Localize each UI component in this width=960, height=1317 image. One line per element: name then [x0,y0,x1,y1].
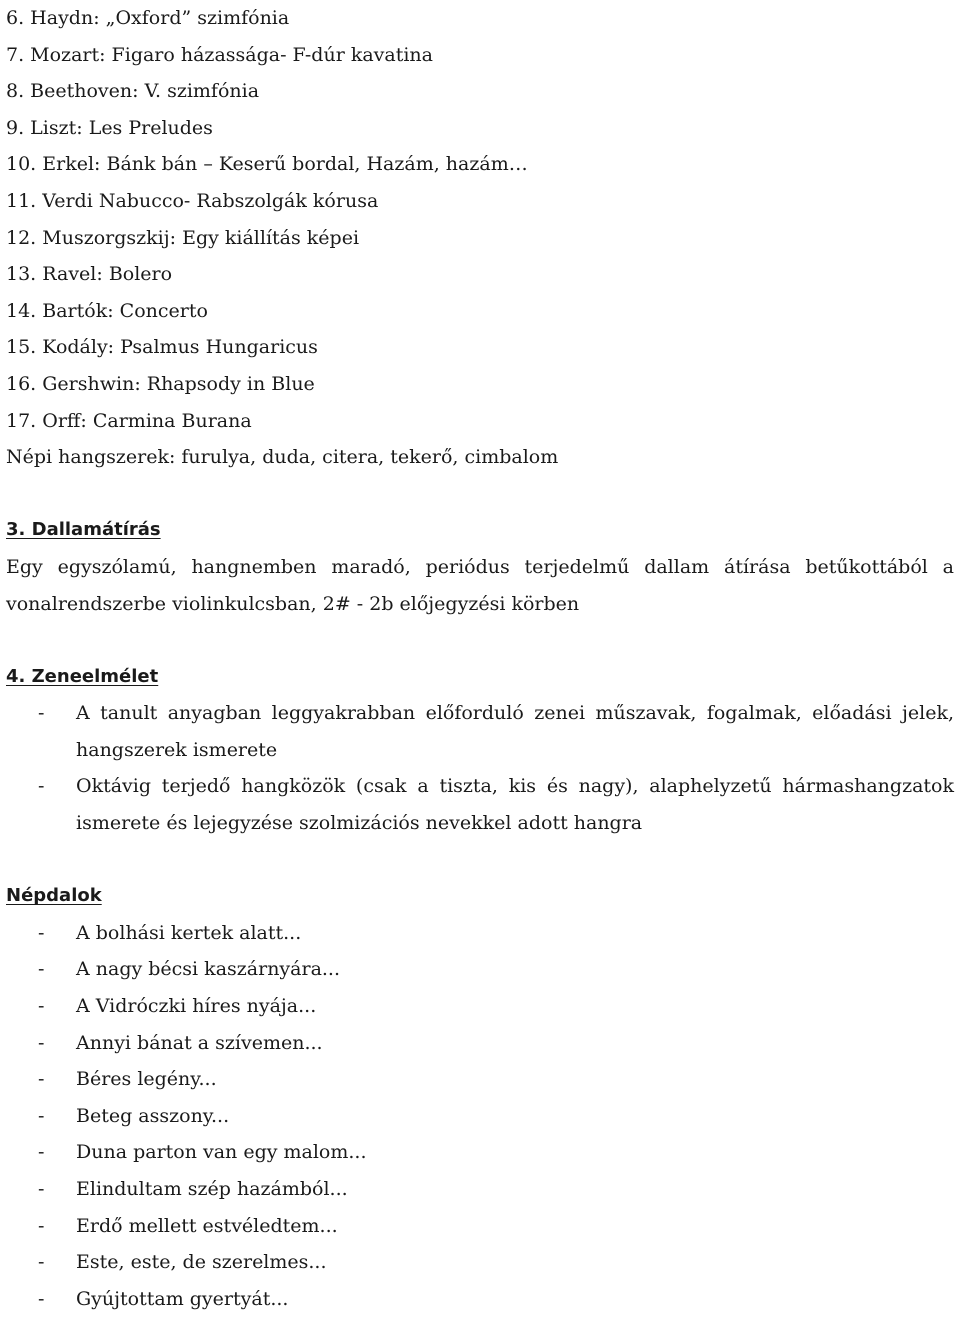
list-item: 14. Bartók: Concerto [6,299,208,322]
dash-bullet: - [38,1178,45,1200]
section-heading-nepdalok: Népdalok [6,885,102,907]
list-item: 6. Haydn: „Oxford” szimfónia [6,7,290,29]
section-heading-zeneelmelet: 4. Zeneelmélet [6,665,159,687]
spacer [6,476,954,513]
list-item-text: Oktávig terjedő hangközök (csak a tiszta, kis és nagy), alaphelyzetű hármashangzatok ismerete és lejegyzése szolmizációs nevekkel adott hangra [76,775,954,835]
dash-bullet: - [38,958,45,981]
list-item-text: Elindultam szép hazámból... [76,1178,348,1200]
list-item: 11. Verdi Nabucco- Rabszolgák kórusa [6,189,379,212]
dash-bullet: - [38,921,45,944]
list-item-text: Gyújtottam gyertyát... [76,1287,289,1310]
list-item [6,1134,954,1171]
spacer [6,842,954,879]
dash-bullet: - [38,1068,45,1091]
music-pieces-list [6,0,954,439]
list-item-text: A tanult anyagban leggyakrabban előforduló zenei műszavak, fogalmak, előadási jelek, hangszerek ismerete [76,702,954,761]
list-item: 12. Muszorgszkij: Egy kiállítás képei [6,226,360,249]
dash-bullet: - [38,702,45,725]
list-item-text: Annyi bánat a szívemen... [76,1031,323,1054]
list-item: 10. Erkel: Bánk bán – Keserű bordal, Hazám, hazám… [6,153,528,176]
list-item: 7. Mozart: Figaro házassága- F-dúr kavatina [6,43,433,66]
list-item [6,915,954,952]
list-item [6,988,954,1025]
spacer [6,622,954,659]
theory-list [6,695,954,841]
list-item: 16. Gershwin: Rhapsody in Blue [6,372,315,395]
document-page [6,0,954,1317]
list-item-text: A Vidróczki híres nyája... [76,995,317,1018]
dash-bullet: - [38,1031,45,1054]
list-item [6,1208,954,1245]
dash-bullet: - [38,1104,45,1127]
dash-bullet: - [38,1141,45,1164]
list-item [6,695,954,768]
list-item-text: Béres legény... [76,1068,217,1091]
list-item-text: A nagy bécsi kaszárnyára... [76,958,341,981]
folk-instruments-line: Népi hangszerek: furulya, duda, citera, tekerő, cimbalom [6,446,559,469]
folk-songs-list [6,915,954,1317]
list-item-text: Erdő mellett estvéledtem... [76,1214,338,1237]
list-item: 9. Liszt: Les Preludes [6,116,213,139]
dash-bullet: - [38,1287,45,1310]
list-item [6,768,954,841]
list-item-text: Beteg asszony... [76,1104,230,1127]
list-item-text: Este, este, de szerelmes... [76,1251,327,1274]
dash-bullet: - [38,1214,45,1237]
list-item-text: A bolhási kertek alatt... [76,921,302,944]
list-item: 17. Orff: Carmina Burana [6,409,252,432]
list-item: 13. Ravel: Bolero [6,263,173,286]
list-item [6,1061,954,1098]
list-item [6,951,954,988]
list-item [6,1281,954,1317]
list-item [6,1098,954,1135]
dash-bullet: - [38,775,45,798]
section-heading-dallamatiras: 3. Dallamátírás [6,519,161,541]
list-item [6,1171,954,1208]
list-item: 8. Beethoven: V. szimfónia [6,80,260,103]
section-paragraph: Egy egyszólamú, hangnemben maradó, periódus terjedelmű dallam átírása betűkottából a vonalrendszerbe violinkulcsban, 2# - 2b előjegyzési körben [6,555,954,615]
list-item [6,1025,954,1062]
list-item [6,1244,954,1281]
list-item-text: Duna parton van egy malom... [76,1141,367,1164]
dash-bullet: - [38,995,45,1018]
list-item: 15. Kodály: Psalmus Hungaricus [6,336,318,359]
dash-bullet: - [38,1251,45,1274]
